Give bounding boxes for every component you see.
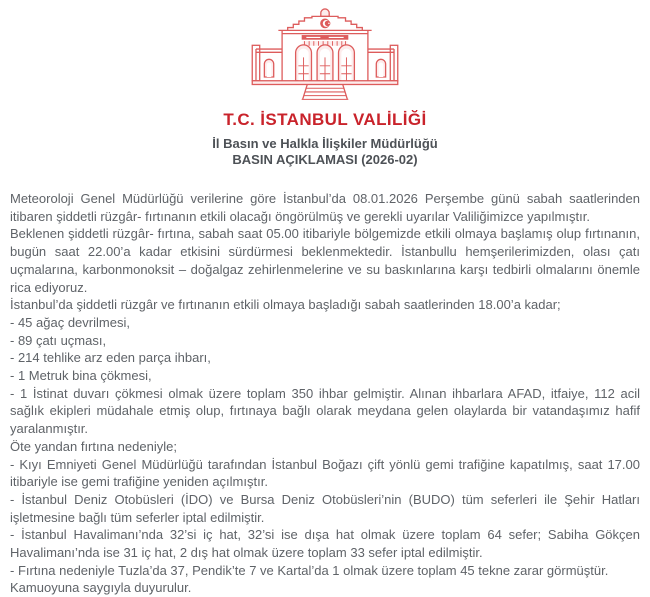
paragraph-storm-duration: Beklenen şiddetli rüzgâr- fırtına, sabah saat 05.00 itibariyle bölgemizde etkili olmaya başlamış olup fırtınanın, bugün saat 22.00’a kadar etkisini sürdürmesi beklenmektedir. İstanbullu hemşerilerimizden, olası çatı uçmalarına, karbonmonoksit – doğalgaz zehirlenmelerine ve su baskınlarına karşı tedbirli olmalarını önemle rica ediyoruz.	[10, 226, 640, 295]
list-item-derelict-building: - 1 Metruk bina çökmesi,	[10, 368, 152, 384]
paragraph-incident-intro: İstanbul’da şiddetli rüzgâr ve fırtınanın etkili olmaya başladığı sabah saatlerinden 18.00’a kadar;	[10, 297, 561, 313]
paragraph-weather-warning: Meteoroloji Genel Müdürlüğü verilerine göre İstanbul’da 08.01.2026 Perşembe günü sabah saatlerinden itibaren şiddetli rüzgâr- fırtınanın etkili olacağı öngörülmüş ve gerekli uyarılar Valiliğimizce yapılmıştır.	[10, 191, 640, 224]
list-item-retaining-wall-total: - 1 İstinat duvarı çökmesi olmak üzere toplam 350 ihbar gelmiştir. Alınan ihbarlara AFAD, itfaiye, 112 acil sağlık ekipleri müdahale etmiş olup, fırtınaya bağlı olarak meydana gelen olaylarda bir vatandaşımız hafif yaralanmıştır.	[10, 385, 640, 437]
page-title: T.C. İSTANBUL VALİLİĞİ	[223, 110, 427, 129]
paragraph-closing: Kamuoyuna saygıyla duyurulur.	[10, 580, 192, 596]
press-release-heading: BASIN AÇIKLAMASI (2026-02)	[232, 151, 418, 167]
building-emblem-icon	[250, 8, 400, 105]
paragraph-other-effects-intro: Öte yandan fırtına nedeniyle;	[10, 438, 177, 454]
list-item-ferry-cancellations: - İstanbul Deniz Otobüsleri (İDO) ve Bursa Deniz Otobüsleri’nin (BUDO) tüm seferleri ile Şehir Hatları işletmesine bağlı tüm seferler iptal edilmiştir.	[10, 491, 640, 525]
governorship-logo	[0, 8, 650, 105]
list-item-hazard-reports: - 214 tehlike arz eden parça ihbarı,	[10, 350, 211, 366]
list-item-bosphorus-traffic: - Kıyı Emniyeti Genel Müdürlüğü tarafından İstanbul Boğazı çift yönlü gemi trafiğine kapatılmış, saat 17.00 itibariyle ise gemi trafiğine yeniden açılmıştır.	[10, 456, 640, 490]
press-release-body	[0, 190, 650, 597]
list-item-roofs-blown: - 89 çatı uçması,	[10, 332, 107, 348]
department-heading: İl Basın ve Halkla İlişkiler Müdürlüğü	[212, 136, 438, 151]
list-item-fallen-trees: - 45 ağaç devrilmesi,	[10, 314, 130, 330]
list-item-flight-cancellations: - İstanbul Havalimanı’nda 32’si iç hat, 32’si ise dışa hat olmak üzere toplam 64 sefer; Sabiha Gökçen Havalimanı’nda ise 31 iç hat, 2 dış hat olmak üzere toplam 33 sefer iptal edilmiştir.	[10, 527, 640, 561]
page-header	[0, 8, 650, 167]
list-item-boat-damage: - Fırtına nedeniyle Tuzla’da 37, Pendik’te 7 ve Kartal’da 1 olmak üzere toplam 45 tekne zarar görmüştür.	[10, 562, 609, 578]
